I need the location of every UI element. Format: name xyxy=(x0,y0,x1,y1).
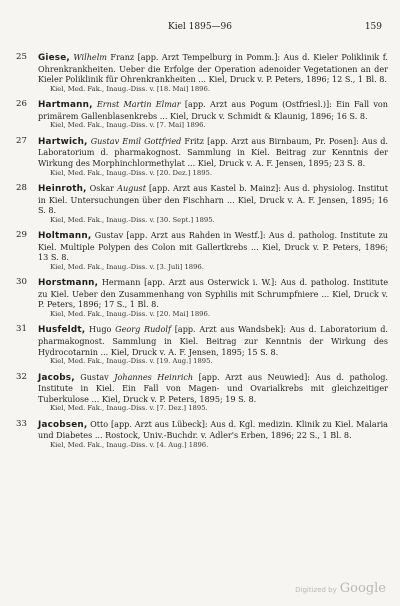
author-name: Hugo xyxy=(85,324,112,335)
dissertation-note: Kiel, Med. Fak., Inaug.-Diss. v. [30. Sept.] 1895. xyxy=(50,215,215,224)
dissertation-note: Kiel, Med. Fak., Inaug.-Diss. v. [18. Mai] 1896. xyxy=(50,84,210,93)
bibliography-entry xyxy=(16,136,388,178)
entry-text xyxy=(38,419,388,441)
entry-text xyxy=(38,183,388,216)
bibliography-entry xyxy=(16,372,388,414)
entry-number: 30 xyxy=(16,277,27,288)
bibliography-entry xyxy=(16,419,388,450)
watermark-prefix: Digitized by xyxy=(295,586,337,594)
google-logo: Google xyxy=(339,581,386,596)
dissertation-note: Kiel, Med. Fak., Inaug.-Diss. v. [20. Mai] 1896. xyxy=(50,310,210,319)
entry-details: [app. Arzt aus Osterwick i. W.]: Aus d. patholog. Institute zu Kiel. Ueber den Zusammenhang von Syphilis mit Schrumpfniere ... Kiel, Druck v. P. Peters, 1896; 17 S., 1 Bl. 8. xyxy=(38,277,389,310)
running-head xyxy=(0,22,400,36)
entry-number: 28 xyxy=(16,182,27,193)
entry-details: [app. Arzt Tempelburg in Pomm.]: Aus d. Kieler Poliklinik f. Ohrenkrankheiten. Ueber die Erfolge der Operation adenoider Vegetationen an der Kieler Poliklinik für Ohrenkrankheiten ... Kiel, Druck v. P. Peters, 1896; 12 S., 1 Bl. 8. xyxy=(38,52,388,85)
bibliography-entry xyxy=(16,277,388,319)
entry-number: 26 xyxy=(16,99,27,110)
entry-number: 27 xyxy=(16,135,27,146)
author-name: Franz xyxy=(106,52,135,62)
author-name: Oskar xyxy=(86,182,115,193)
entry-details: Fritz [app. Arzt aus Birnbaum, Pr. Posen]: Aus d. Laboratorium d. pharmakognost. Sammlung in Kiel. Beitrag zur Kenntnis der Wirkung des Morphinchlormethylat ... Kiel, Druck v. A. F. Jensen, 1895; 23 S. 8. xyxy=(38,135,388,168)
bibliography-entry xyxy=(16,99,388,130)
author-surname: Hartwich, xyxy=(38,136,88,147)
entry-number: 31 xyxy=(16,324,27,335)
dissertation-note: Kiel, Med. Fak., Inaug.-Diss. v. [7. Mai] 1896. xyxy=(50,121,206,130)
entry-text xyxy=(38,99,388,121)
bibliography-entry xyxy=(16,230,388,272)
author-surname: Husfeldt, xyxy=(38,325,86,336)
entry-text xyxy=(38,230,388,263)
entry-number: 32 xyxy=(16,371,27,382)
author-given-names: Wilhelm xyxy=(73,52,107,62)
entry-number: 29 xyxy=(16,230,27,241)
entry-details: [app. Arzt aus Wandsbek]: Aus d. Laboratorium d. pharmakognost. Sammlung in Kiel. Beitrag zur Kenntnis der Wirkung des Hydrocotarnin ... Kiel, Druck v. A. F. Jensen, 1895; 15 S. 8. xyxy=(38,324,389,357)
author-surname: Horstmann, xyxy=(38,278,99,289)
author-given-names: Johannes Heinrich xyxy=(114,371,194,382)
entry-text xyxy=(38,277,388,310)
entry-text xyxy=(38,52,388,85)
dissertation-note: Kiel, Med. Fak., Inaug.-Diss. v. [4. Aug.] 1896. xyxy=(50,440,209,449)
bibliography-entry xyxy=(16,183,388,225)
entry-details: [app. Arzt aus Rahden in Westf.]: Aus d. patholog. Institute zu Kiel. Multiple Polypen des Colon mit Gallertkrebs ... Kiel, Druck v. P. Peters, 1896; 13 S. 8. xyxy=(38,230,388,263)
author-given-names: Ernst Martin Elmar xyxy=(96,99,181,110)
entry-list xyxy=(16,52,388,455)
author-surname: Heinroth, xyxy=(38,183,87,194)
author-surname: Jacobs, xyxy=(38,372,75,383)
author-given-names: August xyxy=(117,182,146,193)
entry-number: 33 xyxy=(16,418,27,429)
author-given-names: Georg Rudolf xyxy=(115,324,171,335)
author-surname: Hartmann, xyxy=(38,100,93,111)
dissertation-note: Kiel, Med. Fak., Inaug.-Diss. v. [19. Aug.] 1895. xyxy=(50,357,213,366)
bibliography-entry xyxy=(16,52,388,94)
author-name: Gustav xyxy=(74,371,109,382)
page-number: 159 xyxy=(364,22,382,32)
author-given-names: Gustav Emil Gottfried xyxy=(90,135,182,146)
entry-text xyxy=(38,136,388,169)
entry-details: [app. Arzt aus Kastel b. Mainz]: Aus d. physiolog. Institut in Kiel. Untersuchungen über den Fischharn ... Kiel, Druck v. A. F. Jensen, 1895; 16 S. 8. xyxy=(38,182,389,216)
entry-text xyxy=(38,372,388,405)
author-name: Gustav xyxy=(91,230,124,241)
author-surname: Holtmann, xyxy=(38,231,92,242)
running-title: Kiel 1895—96 xyxy=(167,22,233,32)
bibliography-entry xyxy=(16,324,388,366)
dissertation-note: Kiel, Med. Fak., Inaug.-Diss. v. [20. Dez.] 1895. xyxy=(50,168,213,177)
author-name: Hermann xyxy=(98,277,141,288)
dissertation-note: Kiel, Med. Fak., Inaug.-Diss. v. [3. Juli] 1896. xyxy=(50,262,204,271)
entry-details: [app. Arzt aus Neuwied]: Aus d. patholog. Institute in Kiel. Ein Fall von Magen- und Ovarialkrebs mit gleichzeitiger Tuberkulose ... Kiel, Druck v. P. Peters, 1895; 19 S. 8. xyxy=(38,371,389,404)
entry-number: 25 xyxy=(16,52,27,62)
author-surname: Jacobsen, xyxy=(38,419,88,430)
author-name: Otto xyxy=(87,418,109,429)
author-surname: Giese, xyxy=(38,53,70,63)
entry-details: [app. Arzt aus Lübeck]: Aus d. Kgl. medizin. Klinik zu Kiel. Malaria und Diabetes ... Rostock, Univ.-Buchdr. v. Adler's Erben, 1896; 22 S., 1 Bl. 8. xyxy=(38,418,388,441)
entry-details: [app. Arzt aus Pogum (Ostfriesl.)]: Ein Fall von primärem Gallenblasenkrebs ... Kiel, Druck v. Schmidt & Klaunig, 1896; 16 S. 8. xyxy=(38,99,389,121)
dissertation-note: Kiel, Med. Fak., Inaug.-Diss. v. [7. Dez.] 1895. xyxy=(50,404,208,413)
entry-text xyxy=(38,324,388,357)
digitized-by-google-watermark xyxy=(295,577,386,596)
